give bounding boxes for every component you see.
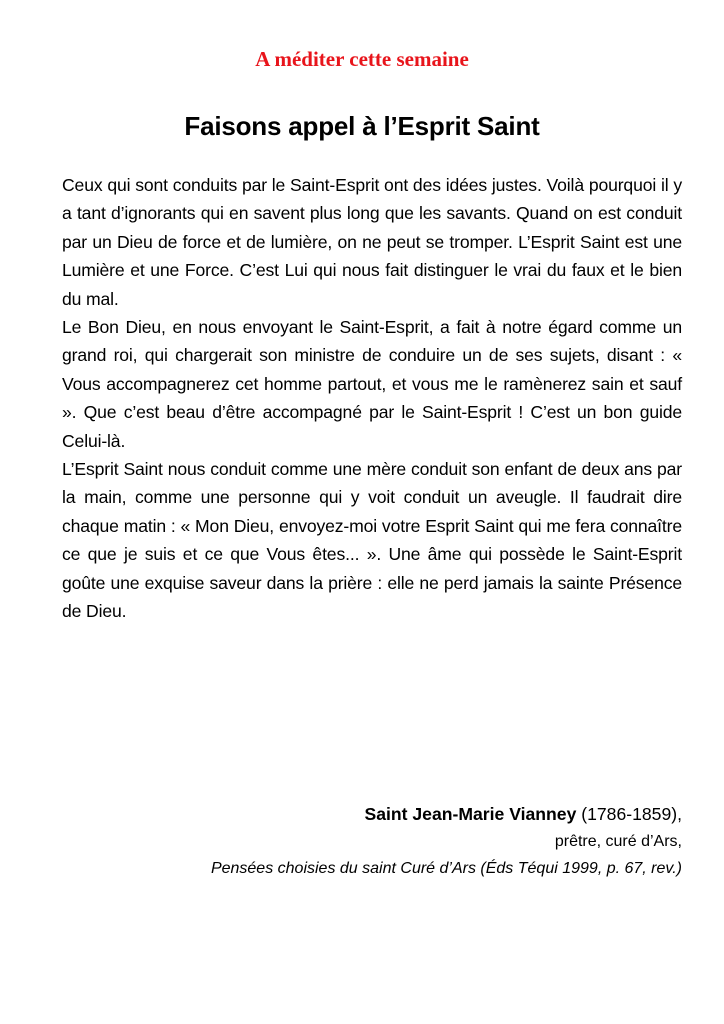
author-name: Saint Jean-Marie Vianney xyxy=(364,804,577,824)
page-title: Faisons appel à l’Esprit Saint xyxy=(184,111,540,141)
paragraph: L’Esprit Saint nous conduit comme une mère conduit son enfant de deux ans par la main, comme une personne qui y voit conduit un aveugle. Il faudrait dire chaque matin : « Mon Dieu, envoyez-moi votre Esprit Saint qui me fera connaître ce que je suis et ce que Vous êtes... ». Une âme qui possède le Saint-Esprit goûte une exquise saveur dans la prière : elle ne perd jamais la sainte Présence de Dieu. xyxy=(62,459,682,622)
source-citation: Pensées choisies du saint Curé d’Ars (Éds Téqui 1999, p. 67, rev.) xyxy=(210,860,682,877)
paragraph: Le Bon Dieu, en nous envoyant le Saint-Esprit, a fait à notre égard comme un grand roi, qui chargerait son ministre de conduire un de ses sujets, disant : « Vous accompagnerez cet homme partout, et vous me le ramènerez sain et sauf ». Que c’est beau d’être accompagné par le Saint-Esprit ! C’est un bon guide Celui-là. xyxy=(62,317,682,451)
author-line xyxy=(62,801,682,828)
section-kicker: A méditer cette semaine xyxy=(255,47,469,71)
body-text xyxy=(62,171,682,626)
author-dates: (1786-1859), xyxy=(576,804,682,824)
author-role: prêtre, curé d’Ars, xyxy=(554,833,682,850)
attribution xyxy=(62,801,682,882)
paragraph: Ceux qui sont conduits par le Saint-Esprit ont des idées justes. Voilà pourquoi il y a tant d’ignorants qui en savent plus long que les savants. Quand on est conduit par un Dieu de force et de lumière, on ne peut se tromper. L’Esprit Saint est une Lumière et une Force. C’est Lui qui nous fait distinguer le vrai du faux et le bien du mal. xyxy=(62,175,682,309)
